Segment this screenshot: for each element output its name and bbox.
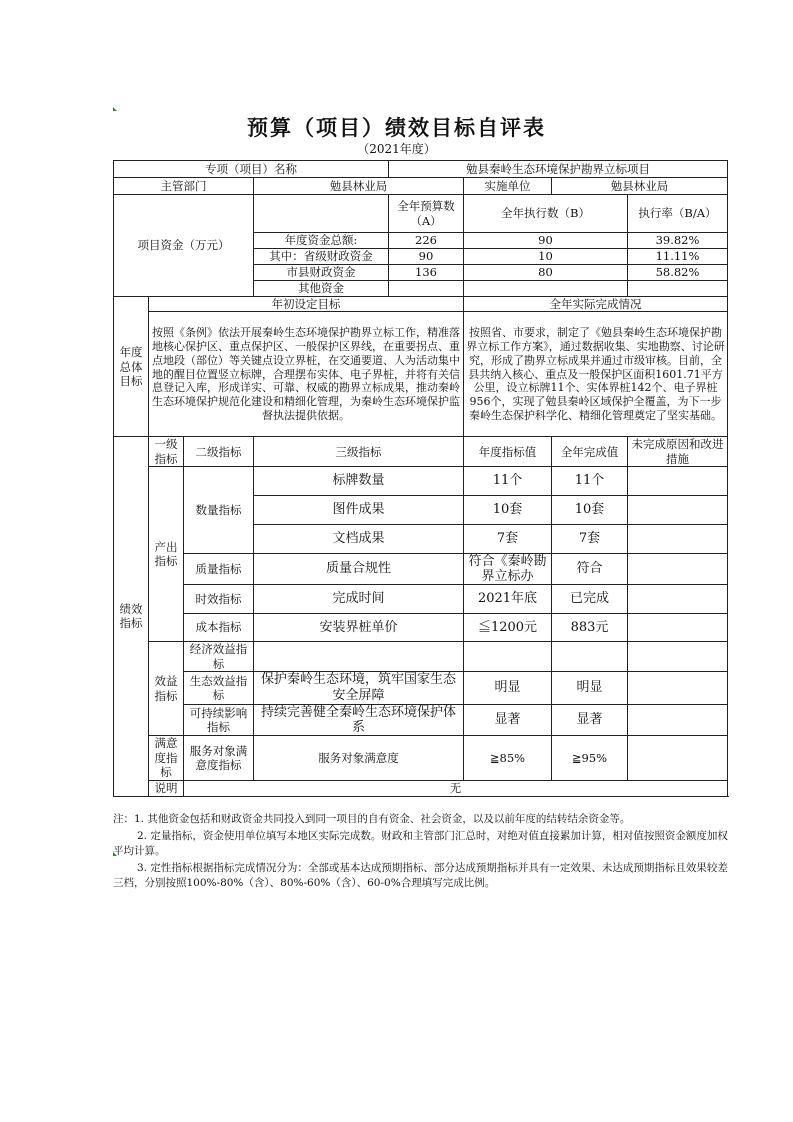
remark-label: 说明 <box>149 780 184 796</box>
goals-text-row <box>114 312 728 437</box>
economic-label: 经济效益指标 <box>184 642 254 672</box>
output-label: 产出指标 <box>149 467 184 642</box>
indicator-row <box>114 705 728 736</box>
indicator-name: 服务对象满意度 <box>254 736 464 780</box>
satisfaction-label: 满意度指标 <box>149 736 184 780</box>
funds-row-budget: 136 <box>389 265 464 281</box>
funds-row-budget: 90 <box>389 249 464 265</box>
indicator-target: 7套 <box>464 525 552 554</box>
indicator-reason <box>628 554 728 585</box>
funds-row-budget <box>389 281 464 297</box>
indicator-name: 质量合规性 <box>254 554 464 585</box>
indicator-target <box>464 642 552 672</box>
goals-initial-text: 按照《条例》依法开展秦岭生态环境保护勘界立标工作，精准落地核心保护区、重点保护区、一般保护区界线，在重要拐点、重点地段（部位）等关键点设立界桩，在交通要道、人为活动集中地的醒目位置竖立标牌，合理摆布实体、电子界桩，并将有关信息登记入库，形成详实、可靠、权威的勘界立标成果，推动秦岭生态环境保护规范化建设和精细化管理，为秦岭生态环境保护监督执法提供依据。 <box>149 312 464 437</box>
service-label: 服务对象满意度指标 <box>184 736 254 780</box>
indicator-row <box>114 614 728 642</box>
indicator-name: 图件成果 <box>254 496 464 525</box>
funds-row-rate: 58.82% <box>628 265 728 281</box>
funds-label: 项目资金（万元） <box>114 195 254 297</box>
indicator-reason <box>628 496 728 525</box>
indicator-name: 标牌数量 <box>254 467 464 496</box>
project-name-value: 勉县秦岭生态环境保护勘界立标项目 <box>389 161 728 178</box>
goals-label: 年度总体目标 <box>114 297 149 437</box>
page-title: 预算（项目）绩效目标自评表 <box>247 115 546 140</box>
funds-row-label: 其他资金 <box>254 281 389 297</box>
indicator-actual: 10套 <box>552 496 628 525</box>
indicator-actual: 符合 <box>552 554 628 585</box>
corner-mark <box>113 852 117 856</box>
indicator-row <box>114 467 728 496</box>
indicator-target: ≦1200元 <box>464 614 552 642</box>
indicator-row <box>114 671 728 705</box>
goals-initial-header: 年初设定目标 <box>149 297 464 312</box>
indicator-name: 保护秦岭生态环境，筑牢国家生态安全屏障 <box>254 671 464 705</box>
header-actual: 全年完成值 <box>552 437 628 467</box>
indicator-name: 持续完善健全秦岭生态环境保护体系 <box>254 705 464 736</box>
indicator-reason <box>628 467 728 496</box>
indicator-row <box>114 642 728 672</box>
remark-row <box>114 780 728 796</box>
funds-row-rate: 39.82% <box>628 233 728 249</box>
benefit-label: 效益指标 <box>149 642 184 736</box>
goals-actual-header: 全年实际完成情况 <box>464 297 728 312</box>
indicator-actual <box>552 642 628 672</box>
dept-value: 勉县林业局 <box>254 178 464 195</box>
note-item: 3. 定性指标根据指标完成情况分为：全部或基本达成预期指标、部分达成预期指标并具有一定效果、未达成预期指标且效果较差三档，分别按照100%-80%（含）、80%-60%（含）、60-0%合理填写完成比例。 <box>113 862 728 889</box>
funds-row-label: 其中：省级财政资金 <box>254 249 389 265</box>
indicator-target: 10套 <box>464 496 552 525</box>
funds-row-exec: 80 <box>464 265 628 281</box>
timeliness-label: 时效指标 <box>184 585 254 614</box>
page-subtitle-year: （2021年度） <box>357 142 436 156</box>
indicator-name: 完成时间 <box>254 585 464 614</box>
quantity-label: 数量指标 <box>184 467 254 554</box>
funds-row-label: 市县财政资金 <box>254 265 389 281</box>
header-reason: 未完成原因和改进措施 <box>628 437 728 467</box>
indicator-target: ≧85% <box>464 736 552 780</box>
indicator-name: 文档成果 <box>254 525 464 554</box>
impl-value: 勉县林业局 <box>552 178 728 195</box>
dept-label: 主管部门 <box>114 178 254 195</box>
remark-value: 无 <box>184 780 728 796</box>
indicator-actual: ≧95% <box>552 736 628 780</box>
funds-row-exec <box>464 281 628 297</box>
indicator-row <box>114 736 728 780</box>
funds-row-rate: 11.11% <box>628 249 728 265</box>
header-level2: 二级指标 <box>184 437 254 467</box>
funds-col-rate: 执行率（B/A） <box>628 195 728 233</box>
corner-mark <box>113 107 117 111</box>
ecologic-label: 生态效益指标 <box>184 671 254 705</box>
indicator-actual: 883元 <box>552 614 628 642</box>
indicator-target: 显著 <box>464 705 552 736</box>
cost-label: 成本指标 <box>184 614 254 642</box>
funds-col-exec: 全年执行数（B） <box>464 195 628 233</box>
indicator-reason <box>628 642 728 672</box>
indicator-actual: 已完成 <box>552 585 628 614</box>
funds-header-row <box>114 195 728 233</box>
indicator-target: 符合《秦岭勘界立标办 <box>464 554 552 585</box>
indicator-actual: 11个 <box>552 467 628 496</box>
indicator-reason <box>628 525 728 554</box>
header-target: 年度指标值 <box>464 437 552 467</box>
sustain-label: 可持续影响指标 <box>184 705 254 736</box>
funds-row-label: 年度资金总额: <box>254 233 389 249</box>
indicator-actual: 显著 <box>552 705 628 736</box>
indicator-actual: 7套 <box>552 525 628 554</box>
funds-row-rate <box>628 281 728 297</box>
project-name-label: 专项（项目）名称 <box>114 161 389 178</box>
indicator-reason <box>628 614 728 642</box>
indicators-section-label: 绩效指标 <box>114 437 149 796</box>
indicator-actual: 明显 <box>552 671 628 705</box>
header-level1: 一级指标 <box>149 437 184 467</box>
evaluation-table <box>113 160 728 797</box>
indicator-reason <box>628 705 728 736</box>
goals-header-row <box>114 297 728 312</box>
indicator-target: 11个 <box>464 467 552 496</box>
header-level3: 三级指标 <box>254 437 464 467</box>
goals-actual-text: 按照省、市要求，制定了《勉县秦岭生态环境保护勘界立标工作方案》，通过数据收集、实地勘察、讨论研究，形成了勘界立标成果并通过市级审核。目前，全县共纳入核心、重点及一般保护区面积1601.71平方公里，设立标牌11个、实体界桩142个、电子界桩956个，实现了勉县秦岭区域保护全覆盖，为下一步秦岭生态保护科学化、精细化管理奠定了坚实基础。 <box>464 312 728 437</box>
indicator-name <box>254 642 464 672</box>
dept-row <box>114 178 728 195</box>
quality-label: 质量指标 <box>184 554 254 585</box>
impl-label: 实施单位 <box>464 178 552 195</box>
funds-col-budget: 全年预算数（A） <box>389 195 464 233</box>
indicator-reason <box>628 585 728 614</box>
note-item: 注：1. 其他资金包括和财政资金共同投入到同一项目的自有资金、社会资金，以及以前年度的结转结余资金等。 <box>113 813 631 825</box>
indicator-reason <box>628 671 728 705</box>
funds-blank <box>254 195 389 233</box>
indicator-target: 2021年底 <box>464 585 552 614</box>
indicator-target: 明显 <box>464 671 552 705</box>
funds-row-exec: 10 <box>464 249 628 265</box>
funds-row-budget: 226 <box>389 233 464 249</box>
indicator-row <box>114 585 728 614</box>
indicator-name: 安装界桩单价 <box>254 614 464 642</box>
indicator-header-row <box>114 437 728 467</box>
notes <box>113 812 733 893</box>
note-item: 2. 定量指标，资金使用单位填写本地区实际完成数。财政和主管部门汇总时，对绝对值直接累加计算，相对值按照资金额度加权平均计算。 <box>113 830 728 857</box>
indicator-reason <box>628 736 728 780</box>
funds-row-exec: 90 <box>464 233 628 249</box>
indicator-row <box>114 554 728 585</box>
project-name-row <box>114 161 728 178</box>
